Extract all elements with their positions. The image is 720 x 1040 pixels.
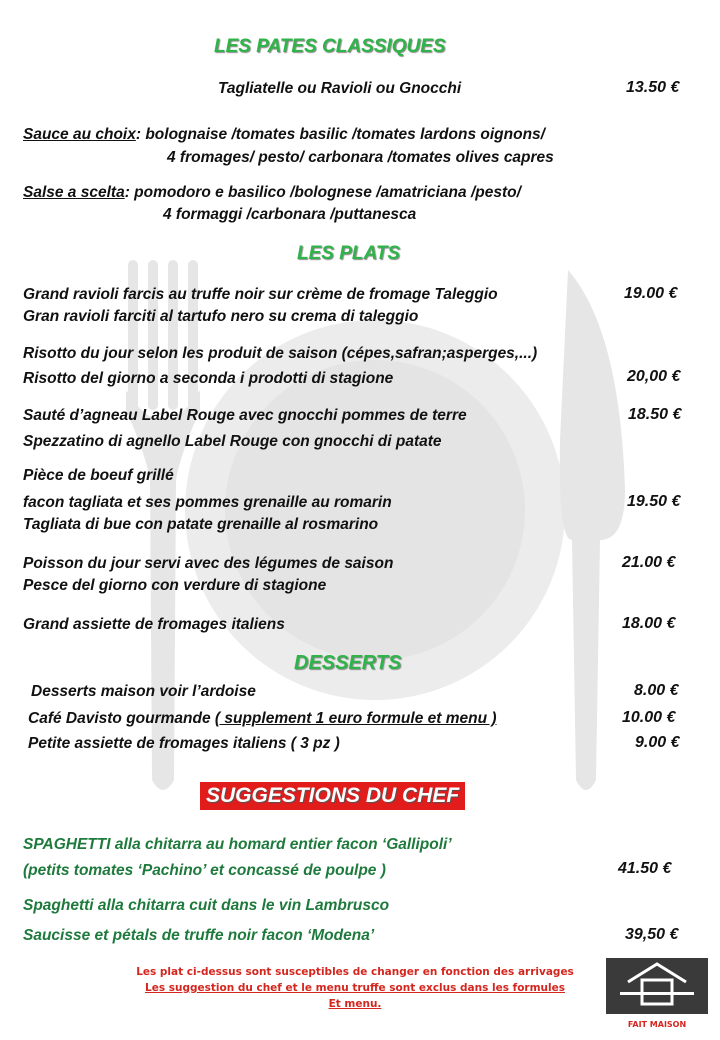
suggestion-3-price: 39,50 € (625, 926, 679, 943)
dessert-3-label: Petite assiette de fromages italiens ( 3 pz ) (28, 735, 340, 752)
sauce-line2: 4 fromages/ pesto/ carbonara /tomates olives capres (167, 149, 554, 166)
plat-6-price: 18.00 € (622, 615, 676, 632)
sauce-text1: : bolognaise /tomates basilic /tomates lardons oignons/ (135, 126, 545, 143)
note-line3: Et menu. (328, 998, 382, 1010)
pates-price: 13.50 € (626, 79, 680, 96)
sauce-label: Sauce au choix (23, 126, 136, 143)
salse-label: Salse a scelta (23, 184, 125, 201)
salse-text1: : pomodoro e basilico /bolognese /amatriciana /pesto/ (124, 184, 521, 201)
plat-3-line2: Spezzatino di agnello Label Rouge con gnocchi di patate (23, 433, 442, 450)
plat-4-line0: Pièce de boeuf grillé (23, 467, 174, 484)
dessert-3-price: 9.00 € (635, 734, 680, 751)
plat-2-line2: Risotto del giorno a seconda i prodotti di stagione (23, 370, 394, 387)
section-title-pates: LES PATES CLASSIQUES (214, 36, 446, 57)
plat-4-line1: facon tagliata et ses pommes grenaille au romarin (23, 494, 392, 511)
section-title-plats: LES PLATS (297, 243, 401, 264)
suggestion-2-line1: Spaghetti alla chitarra cuit dans le vin Lambrusco (23, 897, 390, 914)
fait-maison-caption: FAIT MAISON (627, 1020, 687, 1029)
salse-line1 (23, 184, 521, 202)
suggestion-1-line1: SPAGHETTI alla chitarra au homard entier facon ‘Gallipoli’ (23, 836, 452, 853)
dessert-2-price: 10.00 € (622, 709, 676, 726)
plat-2-line1: Risotto du jour selon les produit de saison (cépes,safran;asperges,...) (23, 345, 538, 362)
dessert-2-extra: ( supplement 1 euro formule et menu ) (214, 710, 497, 727)
house-icon (606, 958, 708, 1014)
dessert-1-price: 8.00 € (634, 682, 679, 699)
dessert-2-line (28, 710, 497, 728)
plat-5-line2: Pesce del giorno con verdure di stagione (23, 577, 327, 594)
note-line2: Les suggestion du chef et le menu truffe sont exclus dans les formules (145, 982, 565, 994)
plat-2-price: 20,00 € (627, 368, 681, 385)
plat-3-line1: Sauté d’agneau Label Rouge avec gnocchi pommes de terre (23, 407, 467, 424)
dessert-2-label: Café Davisto gourmande (28, 710, 215, 727)
suggestion-1-price: 41.50 € (618, 860, 672, 877)
suggestion-1-line2: (petits tomates ‘Pachino’ et concassé de poulpe ) (23, 862, 386, 879)
pates-item: Tagliatelle ou Ravioli ou Gnocchi (218, 80, 462, 97)
footer-notes (100, 964, 610, 1012)
plat-6-line1: Grand assiette de fromages italiens (23, 616, 285, 633)
plat-3-price: 18.50 € (628, 406, 682, 423)
section-title-desserts: DESSERTS (294, 652, 402, 674)
note-line1: Les plat ci-dessus sont susceptibles de changer en fonction des arrivages (136, 966, 574, 978)
suggestion-3-line1: Saucisse et pétals de truffe noir facon ‘Modena’ (23, 927, 375, 944)
plat-4-line2: Tagliata di bue con patate grenaille al rosmarino (23, 516, 379, 533)
section-title-suggestions: SUGGESTIONS DU CHEF (200, 782, 465, 810)
plat-5-line1: Poisson du jour servi avec des légumes de saison (23, 555, 394, 572)
dessert-1-label: Desserts maison voir l’ardoise (31, 683, 256, 700)
plat-1-line1: Grand ravioli farcis au truffe noir sur crème de fromage Taleggio (23, 286, 498, 303)
sauce-line1 (23, 126, 545, 144)
plat-5-price: 21.00 € (622, 554, 676, 571)
plat-1-price: 19.00 € (624, 285, 678, 302)
salse-line2: 4 formaggi /carbonara /puttanesca (163, 206, 417, 223)
plat-1-line2: Gran ravioli farciti al tartufo nero su crema di taleggio (23, 308, 419, 325)
fait-maison-logo (606, 958, 708, 1014)
plat-4-price: 19.50 € (627, 493, 681, 510)
